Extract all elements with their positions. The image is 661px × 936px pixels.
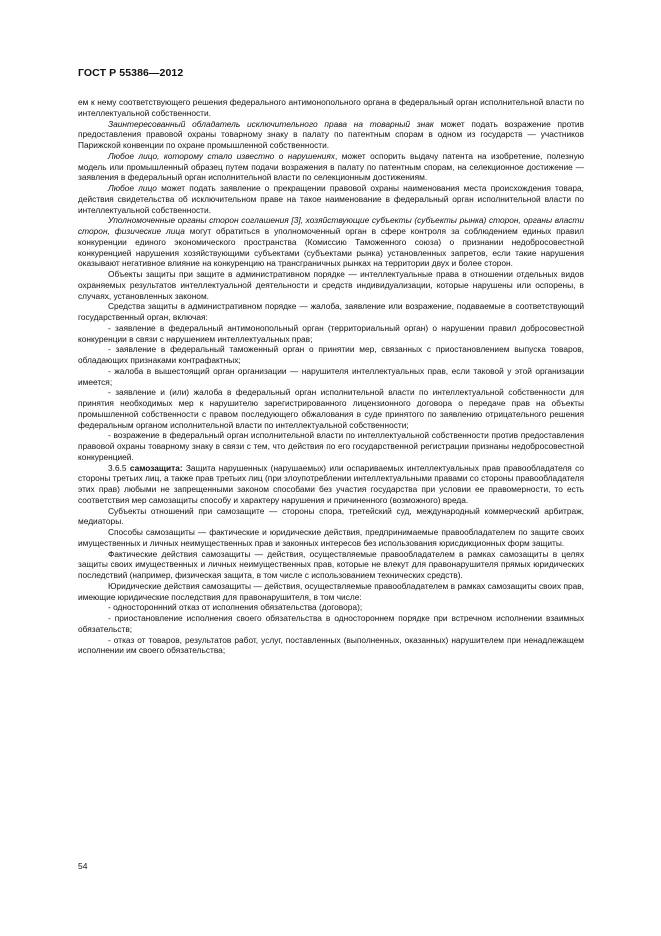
list-item: - приостановление исполнения своего обязательства в одностороннем порядке при встречном исполнении взаимных обязательств; [78, 613, 584, 634]
paragraph: Средства защиты в административном порядке — жалоба, заявление или возражение, подаваемые в соответствующий государственный орган, включая: [78, 301, 584, 322]
paragraph: Заинтересованный обладатель исключительного права на товарный знак может подать возражение против предоставления правовой охраны товарному знаку в палату по патентным спорам в одном из государств — участников Парижской конвенции по охране промышленной собственности. [78, 118, 584, 150]
definition-paragraph: 3.6.5 самозащита: Защита нарушенных (нарушаемых) или оспариваемых интеллектуальных прав правообладателя со стороны третьих лиц, а также прав третьих лиц (при злоупотреблении интеллектуальными правами со стороны правообладателя этих прав) любыми не запрещенными законом способами без участия государства при условии ее правомерности, то есть соответствия мер самозащиты способу и характеру нарушения и причиненного (возможного) вреда. [78, 462, 584, 505]
paragraph: Любое лицо, которому стало известно о нарушениях, может оспорить выдачу патента на изобретение, полезную модель или промышленный образец путем подачи возражения в палату по патентным спорам, на селекционное достижение — заявления в федеральный орган исполнительной власти по селекционным достижениям. [78, 150, 584, 183]
list-item: - заявление и (или) жалоба в федеральный орган исполнительной власти по интеллектуальной собственности для принятия необходимых мер к нарушителю зарегистрированного лицензионного договора о передаче прав на объекты промышленной собственности с правом последующего обжалования в суде принятого по заявлению отрицательного решения федеральным органом исполнительной власти по интеллектуальной собственности; [78, 387, 584, 430]
list-item: - заявление в федеральный таможенный орган о принятии мер, связанных с приостановлением выпуска товаров, обладающих признаками контрафактных; [78, 344, 584, 365]
paragraph: Способы самозащиты — фактические и юридические действия, предпринимаемые правообладателем по защите своих имущественных и личных неимущественных прав и законных интересов без использования юрисдикционных форм защиты. [78, 527, 584, 548]
page-number: 54 [78, 861, 88, 871]
document-header: ГОСТ Р 55386—2012 [78, 67, 184, 79]
paragraph: Любое лицо может подать заявление о прекращении правовой охраны наименования места происхождения товара, действия свидетельства об исключительном праве на такое наименование в федеральный орган исполнительной власти по интеллектуальной собственности. [78, 183, 584, 215]
paragraph: ем к нему соответствующего решения федерального антимонопольного органа в федеральный орган исполнительной власти по интеллектуальной собственности. [78, 97, 584, 118]
paragraph: Уполномоченные органы сторон соглашения [3], хозяйствующие субъекты (субъекты рынка) сторон, органы власти сторон, физические лица могут обратиться в уполномоченный орган в сфере контроля за соблюдением единых правил конкуренции единого экономического пространства (Комиссию Таможенного союза) о признании недобросовестной конкуренцией нарушения хозяйствующими субъектами (субъектами рынка) установленных запретов, если такие нарушения оказывают негативное влияние на конкуренцию на трансграничных рынках на территории двух и более сторон. [78, 215, 584, 269]
paragraph: Фактические действия самозащиты — действия, осуществляемые правообладателем в рамках самозащиты в целях защиты своих имущественных и личных неимущественных прав, которые не влекут для правонарушителя прямых юридических последствий (например, физическая защита, в том числе с использованием технических средств). [78, 548, 584, 580]
list-item: - одностороннний отказ от исполнения обязательства (договора); [108, 602, 363, 613]
list-item: - возражение в федеральный орган исполнительной власти по интеллектуальной собственности против предоставления правовой охраны товарному знаку в связи с тем, что действия по его государственной регистрации признаны недобросовестной конкуренцией. [78, 430, 584, 462]
list-item: - заявление в федеральный антимонопольный орган (территориальный орган) о нарушении правил добросовестной конкуренции в связи с нарушением интеллектуальных прав; [78, 322, 584, 344]
paragraph: Субъекты отношений при самозащите — стороны спора, третейский суд, международный коммерческий арбитраж, медиаторы. [78, 505, 584, 527]
term: самозащита: [129, 462, 183, 473]
list-item: - отказ от товаров, результатов работ, услуг, поставленных (выполненных, оказанных) нарушителем при ненадлежащем исполнении им своего обязательства; [78, 634, 584, 656]
list-item: - жалоба в вышестоящий орган организации — нарушителя интеллектуальных прав, если таковой у этой организации имеется; [78, 365, 584, 387]
document-body [78, 97, 584, 656]
paragraph: Юридические действия самозащиты — действия, осуществляемые правообладателем в рамках самозащиты своих прав, имеющие юридические последствия для правонарушителя, в том числе: [78, 580, 584, 602]
paragraph: Объекты защиты при защите в административном порядке — интеллектуальные права в отношении отдельных видов охраняемых результатов интеллектуальной деятельности и средств индивидуализации, которые нарушены или оспорены, в случаях, установленных законом. [78, 269, 584, 301]
